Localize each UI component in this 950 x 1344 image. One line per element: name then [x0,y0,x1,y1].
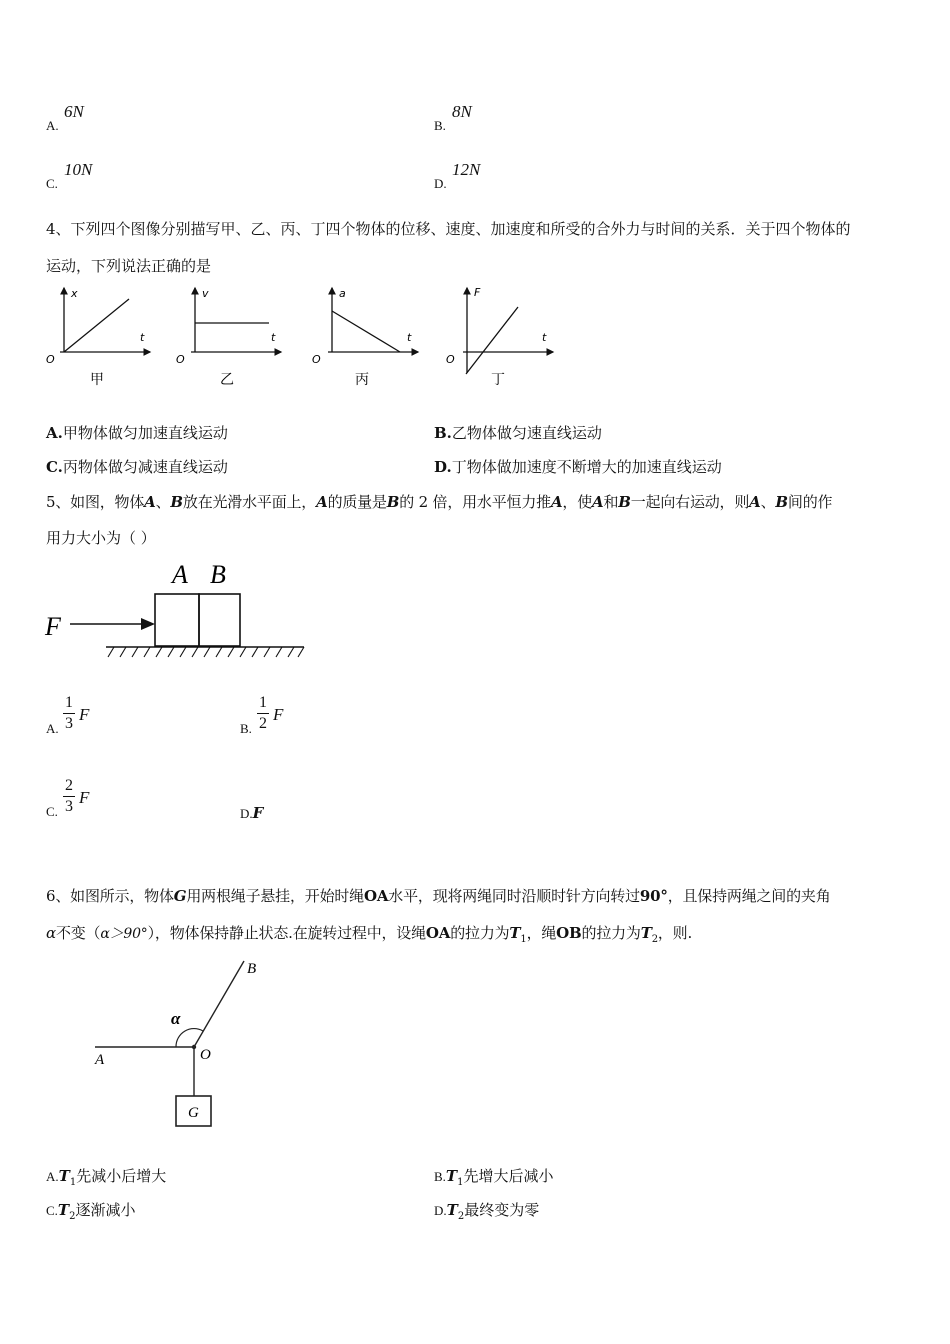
q5-option-d[interactable] [240,803,263,822]
q5-option-a[interactable]: A. 1 3 F [46,694,90,736]
graph-ding [446,286,553,388]
q6-option-c[interactable]: $C.T_2$逐渐减小 [46,1201,136,1222]
graph-yi-ylabel: v [202,287,209,300]
q5-figure [40,555,320,665]
option-letter: A. [46,118,59,133]
graph-jia-ylabel: x [71,287,78,300]
q6-angle-alpha: α [171,1009,181,1028]
option-value: 10N [64,160,93,179]
option-text: 乙物体做匀速直线运动 [451,424,602,442]
graph-bing-xlabel: t [407,331,412,344]
graph-bing-ylabel: a [339,287,346,300]
q4-option-b[interactable] [434,423,602,443]
graph-ding-origin: O [446,353,455,366]
q6-point-o: O [200,1047,211,1063]
q5-stem-line1: 5、如图，物体A、B放在光滑水平面上，A的质量是B的 2 倍，用水平恒力推A，使A和B一起向右运动，则A、B间的作 [46,493,833,511]
q4-stem-line2: 运动，下列说法正确的是 [46,257,212,275]
q5-option-c[interactable]: C. 2 3 F [46,777,90,819]
fraction: 1 2 [259,694,267,732]
q4-option-c[interactable] [46,457,228,477]
fraction: 2 3 [65,777,73,815]
option-value: 12N [452,160,481,179]
option-letter: B. [240,721,252,736]
q4-option-d[interactable] [434,457,722,477]
q5-block-b-label: B [210,560,226,589]
option-text: 丙物体做匀减速直线运动 [62,458,228,476]
q5-force-label: F [45,612,61,641]
option-letter: A. [46,721,59,736]
q5-ground-hatching [108,647,304,657]
q5-block-a-label: A [172,560,188,589]
option-value: 6N [64,102,84,121]
graph-jia-origin: O [46,353,55,366]
graph-yi-origin: O [176,353,185,366]
q6-weight-g: G [188,1105,199,1121]
q5-blocks [155,594,240,646]
q6-point-a: A [95,1052,105,1068]
q6-stem-line1: 6、如图所示，物体G用两根绳子悬挂，开始时绳OA水平，现将两绳同时沿顺时针方向转过90°，且保持两绳之间的夹角 [46,887,831,905]
graph-jia-xlabel: t [140,331,145,344]
q4-option-a[interactable] [46,423,228,443]
graph-bing [312,287,418,388]
graph-ding-xlabel: t [542,331,547,344]
option-letter: A. [46,424,63,442]
option-letter: C. [46,176,58,191]
option-value: F [252,804,264,822]
q6-stem-line2: α不变（α＞90°），物体保持静止状态.在旋转过程中，设绳OA的拉力为$T_1$，绳OB的拉力为$T_2$，则. [46,924,693,945]
q5-stem-line2: 用力大小为（ ） [46,529,156,547]
fraction: 1 3 [65,694,73,732]
option-letter: C. [46,804,58,819]
graph-bing-origin: O [312,353,321,366]
option-value: 8N [452,102,472,121]
q6-figure [90,955,290,1135]
graph-bing-caption: 丙 [355,372,369,388]
option-letter: C. [46,458,63,476]
graph-jia-caption: 甲 [90,372,104,388]
option-text: 甲物体做匀加速直线运动 [62,424,228,442]
q6-option-d[interactable]: $D.T_2$最终变为零 [434,1201,540,1222]
q6-option-a[interactable]: $A.T_1$先减小后增大 [46,1167,167,1188]
option-letter: D. [434,176,447,191]
option-letter: B. [434,118,446,133]
graph-jia [46,287,150,388]
q5-option-b[interactable]: B. 1 2 F [240,694,284,736]
graph-yi-caption: 乙 [220,372,234,388]
q6-option-b[interactable]: $B.T_1$先增大后减小 [434,1167,554,1188]
option-letter: D. [240,806,253,821]
graph-ding-ylabel: F [474,286,481,299]
q6-point-b: B [247,961,257,977]
q4-stem-line1: 4、下列四个图像分别描写甲、乙、丙、丁四个物体的位移、速度、加速度和所受的合外力与时间的关系．关于四个物体的 [46,220,851,238]
q4-graphs [40,280,580,390]
graph-ding-caption: 丁 [491,372,505,388]
graph-yi-xlabel: t [271,331,276,344]
option-letter: B. [434,424,452,442]
option-letter: D. [434,458,452,476]
option-text: 丁物体做加速度不断增大的加速直线运动 [451,458,722,476]
graph-yi [176,287,281,388]
